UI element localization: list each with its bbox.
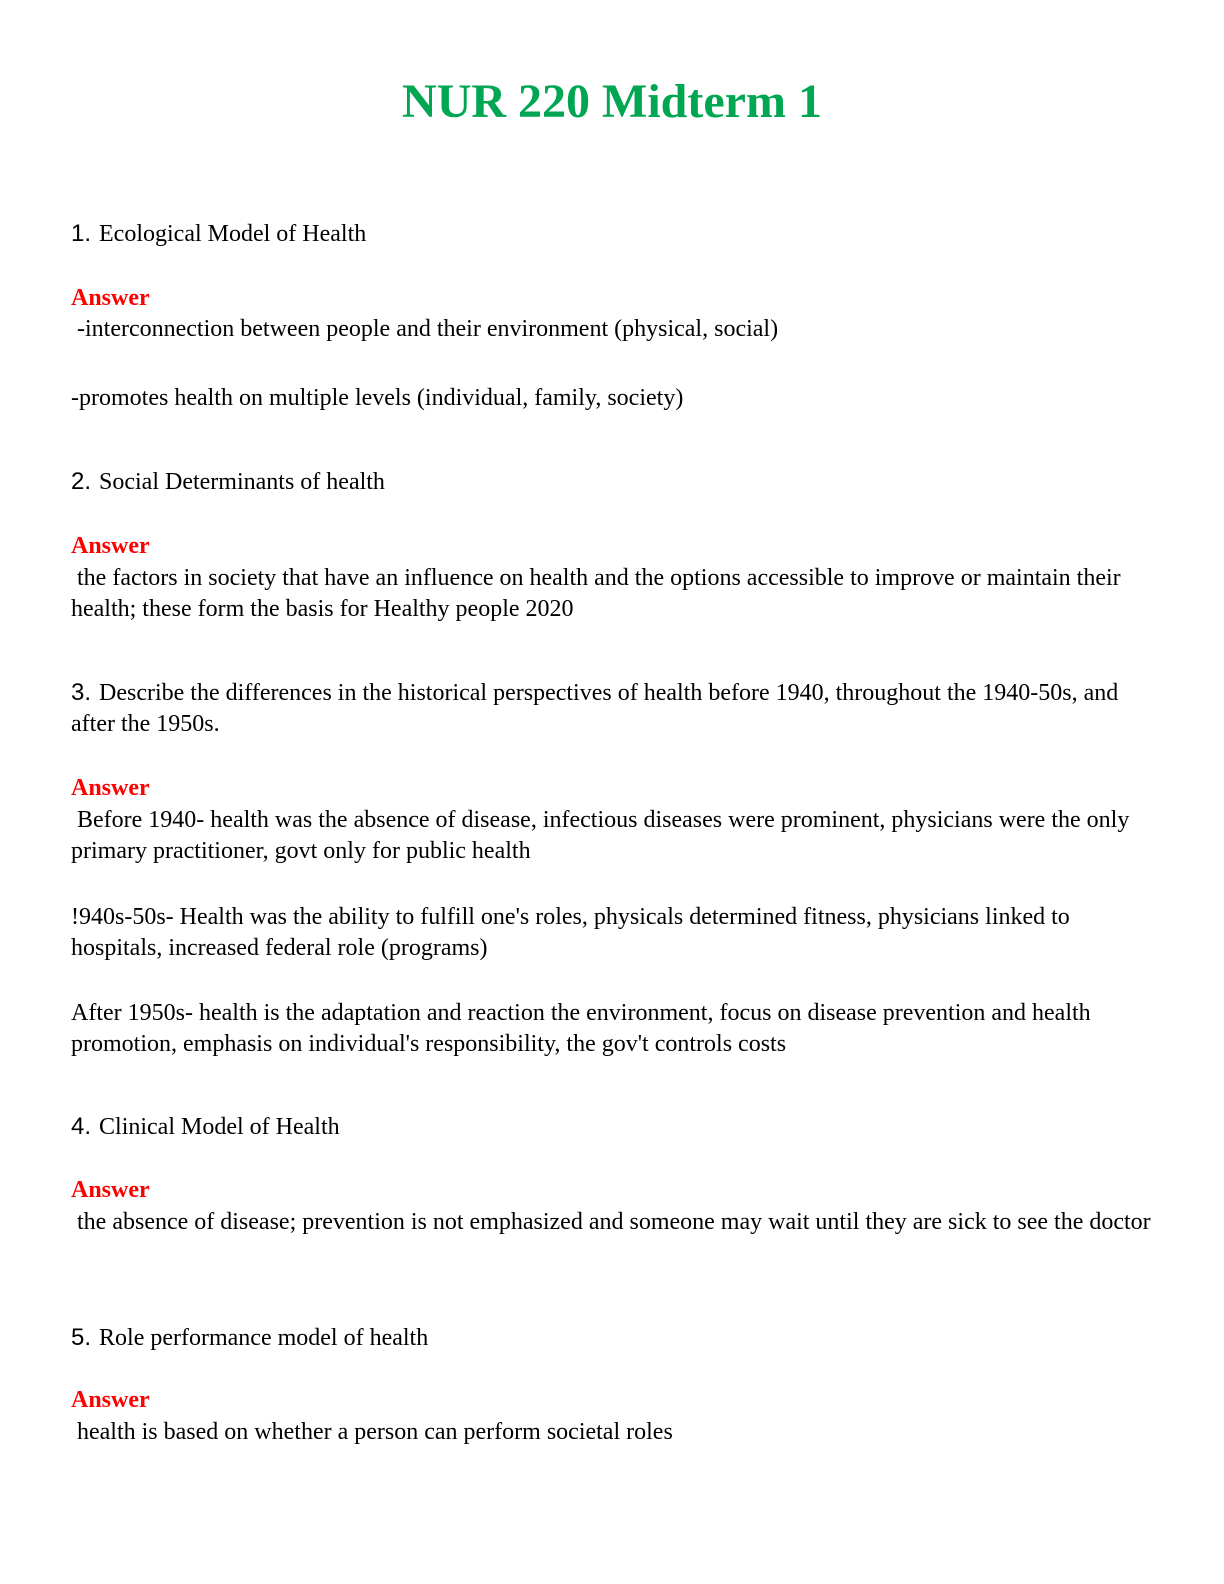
answer-paragraph: the factors in society that have an influence on health and the options accessible to improve or maintain their health; these form the basis for Healthy people 2020 [71,565,1127,622]
question-1 [71,218,1161,250]
answer-paragraph: Before 1940- health was the absence of disease, infectious diseases were prominent, physicians were the only primary practitioner, govt only for public health [71,807,1136,864]
question-2 [71,466,1161,498]
question-3 [71,677,1161,740]
question-4 [71,1111,1161,1143]
answer-label: Answer [71,285,150,311]
answer-paragraph: health is based on whether a person can perform societal roles [71,1419,673,1445]
answer-label: Answer [71,1177,150,1203]
answer-paragraph: the absence of disease; prevention is not emphasized and someone may wait until they are sick to see the doctor [71,1209,1151,1235]
question-number: 3. [71,679,92,706]
question-number: 1. [71,220,92,247]
question-number: 5. [71,1324,92,1351]
page-title: NUR 220 Midterm 1 [402,75,822,128]
question-text: Social Determinants of health [99,469,385,495]
answer-label: Answer [71,775,150,801]
answer-paragraph: !940s-50s- Health was the ability to fulfill one's roles, physicals determined fitness, physicians linked to hospitals, increased federal role (programs) [71,904,1076,961]
answer-paragraph: After 1950s- health is the adaptation and reaction the environment, focus on disease prevention and health promotion, emphasis on individual's responsibility, the gov't controls costs [71,1000,1097,1057]
question-number: 2. [71,468,92,495]
question-number: 4. [71,1113,92,1140]
answer-label: Answer [71,533,150,559]
answer-paragraph: -interconnection between people and their environment (physical, social) [71,316,779,342]
question-text: Role performance model of health [99,1325,429,1351]
answer-paragraph: -promotes health on multiple levels (individual, family, society) [71,385,684,411]
answer-label: Answer [71,1387,150,1413]
question-text: Clinical Model of Health [99,1114,340,1140]
question-text: Describe the differences in the historical perspectives of health before 1940, throughout the 1940-50s, and after the 1950s. [71,680,1119,737]
question-text: Ecological Model of Health [99,221,367,247]
question-5 [71,1322,1161,1354]
